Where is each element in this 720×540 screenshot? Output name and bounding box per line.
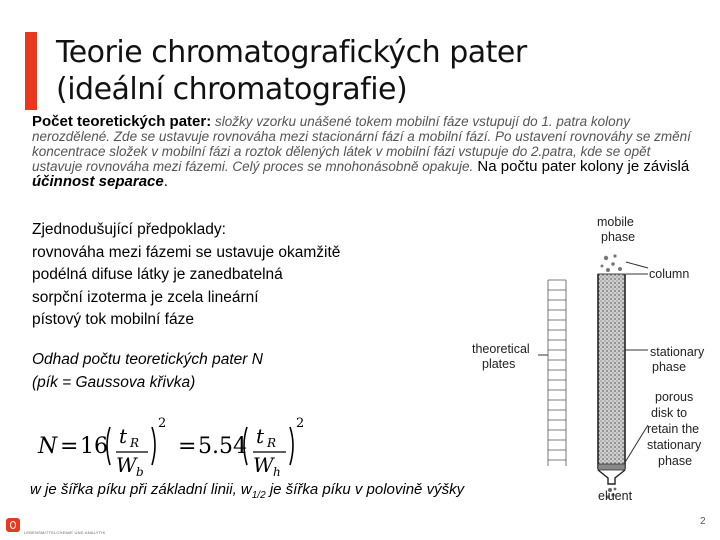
intro-italic: složky vzorku unášené tokem mobilní fáze vstupují do 1. patra kolony nerozdělené. Zde se ustavuje rovnováha mezi stacionární fází a mobilní fází. Po ustavení rovnováhy se změní koncentrace složek v mobilní fázi a roztok dělených látek v mobilní fázi vstupuje do 2.patra, kde se opět ustavuje rovnováha mezi fázemi. Celý proces se mnohonásobně opakuje. [32,114,691,174]
estimate-line-1: Odhad počtu teoretických pater N [32,351,263,368]
plate-number-formula [30,413,340,478]
estimate-text [32,348,263,394]
label-eluent: eluent [598,489,633,503]
formula-t-2: t [256,424,265,448]
title-line-1: Teorie chromatografických pater [56,35,527,70]
assumption-item: sorpční izoterma je zcela lineární [32,288,259,306]
formula-sub-b: b [136,465,144,478]
formula-eq: = [60,434,79,459]
label-retain-stationary: stationary [647,438,702,452]
logo-icon [6,518,20,532]
estimate-line-2: (pík = Gaussova křivka) [32,374,196,391]
label-retain: retain the [647,422,700,436]
title-line-2: (ideální chromatografie) [56,72,408,107]
intro-lead: Počet teoretických pater: [32,113,212,130]
paren-left [107,427,110,465]
label-theoretical: theoretical [472,342,530,356]
width-sub: 1/2 [251,490,266,501]
formula-exp-2: 2 [296,416,305,431]
assumptions-heading: Zjednodušující předpoklady: [32,221,226,238]
label-phase: phase [601,230,636,244]
column-diagram [462,210,720,510]
formula-eq-2: = [178,434,197,459]
formula-coef-16: 16 [80,434,108,459]
formula-coef-554: 5.54 [198,434,247,459]
label-porous: porous [655,390,694,404]
intro-paragraph [32,114,702,189]
formula-exp: 2 [158,416,167,431]
width-post: je šířka píku v polovině výšky [265,481,465,498]
label-mobile: mobile [597,215,634,229]
assumption-item: podélná difuse látky je zanedbatelná [32,266,283,283]
formula-W-2: W [253,453,274,477]
label-stationary: stationary [650,345,705,359]
label-column: column [649,267,690,281]
width-definition [30,481,480,501]
formula-sub-h: h [273,465,281,478]
width-pre: w je šířka píku při základní linii, w [30,481,252,498]
paren-right [152,427,155,465]
mobile-phase-drops [601,254,623,272]
formula-N: N [38,434,58,459]
accent-bar [25,32,37,110]
formula-t: t [119,424,128,448]
column-body [598,274,625,469]
label-retain-phase: phase [658,454,693,468]
label-stationary-phase: phase [652,360,687,374]
plate-ladder [548,280,566,466]
formula-W: W [116,453,137,477]
intro-emphasis: účinnost separace [32,173,164,190]
page-number: 2 [700,516,706,527]
label-plates: plates [482,357,516,371]
assumption-item: rovnováha mezi fázemi se ustavuje okamžitě [32,243,341,261]
paren-right-2 [290,427,293,465]
label-disk: disk to [651,406,688,420]
assumption-item: pístový tok mobilní fáze [32,311,194,328]
intro-tail: Na počtu pater kolony je závislá [473,158,690,175]
porous-disk [598,464,625,470]
slide-title [56,34,527,108]
formula-sub-R-2: R [267,436,277,450]
formula-sub-R: R [130,436,140,450]
intro-end: . [163,173,168,190]
assumptions-list [32,219,340,332]
footer-text: LEBENSMITTELCHEMIE UND ANALYTIK [24,530,106,535]
